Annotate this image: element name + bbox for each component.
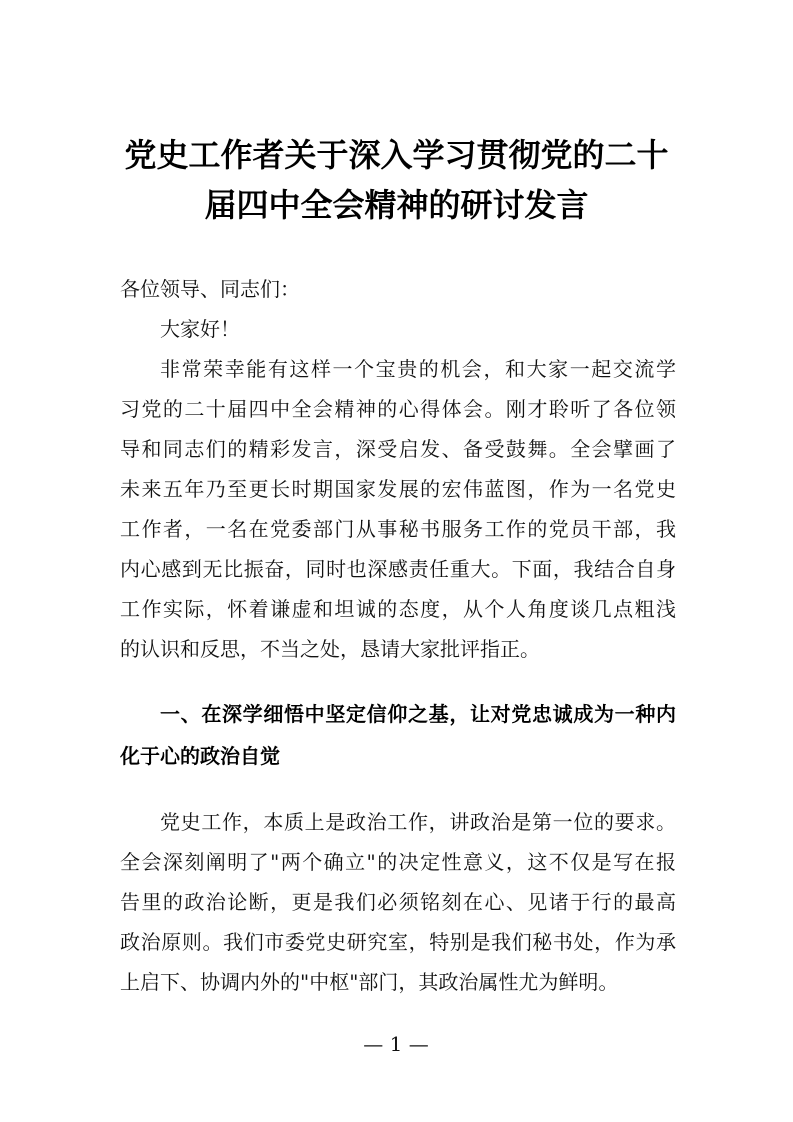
page-number: — 1 —: [363, 1032, 429, 1056]
intro-paragraph-line: 工作者，一名在党委部门从事秘书服务工作的党员干部，我: [120, 517, 676, 541]
section-heading-line: 化于心的政治自觉: [120, 744, 280, 768]
section-paragraph-line: 上启下、协调内外的"中枢"部门，其政治属性尤为鲜明。: [120, 970, 619, 994]
document-title-line-2: 届四中全会精神的研讨发言: [204, 186, 589, 224]
greeting: 大家好！: [160, 317, 240, 341]
section-paragraph-line: 告里的政治论断，更是我们必须铭刻在心、见诸于行的最高: [120, 890, 676, 914]
intro-paragraph-line: 习党的二十届四中全会精神的心得体会。刚才聆听了各位领: [120, 397, 676, 421]
intro-paragraph-line: 工作实际，怀着谦虚和坦诚的态度，从个人角度谈几点粗浅: [120, 597, 676, 621]
intro-paragraph-line: 导和同志们的精彩发言，深受启发、备受鼓舞。全会擘画了: [120, 437, 676, 461]
section-paragraph-line: 全会深刻阐明了"两个确立"的决定性意义，这不仅是写在报: [120, 850, 676, 874]
salutation: 各位领导、同志们：: [120, 277, 300, 301]
intro-paragraph-line: 未来五年乃至更长时期国家发展的宏伟蓝图，作为一名党史: [120, 477, 676, 501]
section-heading-line: 一、在深学细悟中坚定信仰之基，让对党忠诚成为一种内: [160, 702, 676, 726]
document-title-line-1: 党史工作者关于深入学习贯彻党的二十: [124, 136, 669, 174]
intro-paragraph-line: 内心感到无比振奋，同时也深感责任重大。下面，我结合自身: [120, 557, 676, 581]
section-paragraph-line: 政治原则。我们市委党史研究室，特别是我们秘书处，作为承: [120, 930, 676, 954]
section-paragraph-line: 党史工作，本质上是政治工作，讲政治是第一位的要求。: [160, 810, 676, 834]
intro-paragraph-line: 非常荣幸能有这样一个宝贵的机会，和大家一起交流学: [160, 357, 676, 381]
intro-paragraph-line: 的认识和反思，不当之处，恳请大家批评指正。: [120, 637, 540, 661]
